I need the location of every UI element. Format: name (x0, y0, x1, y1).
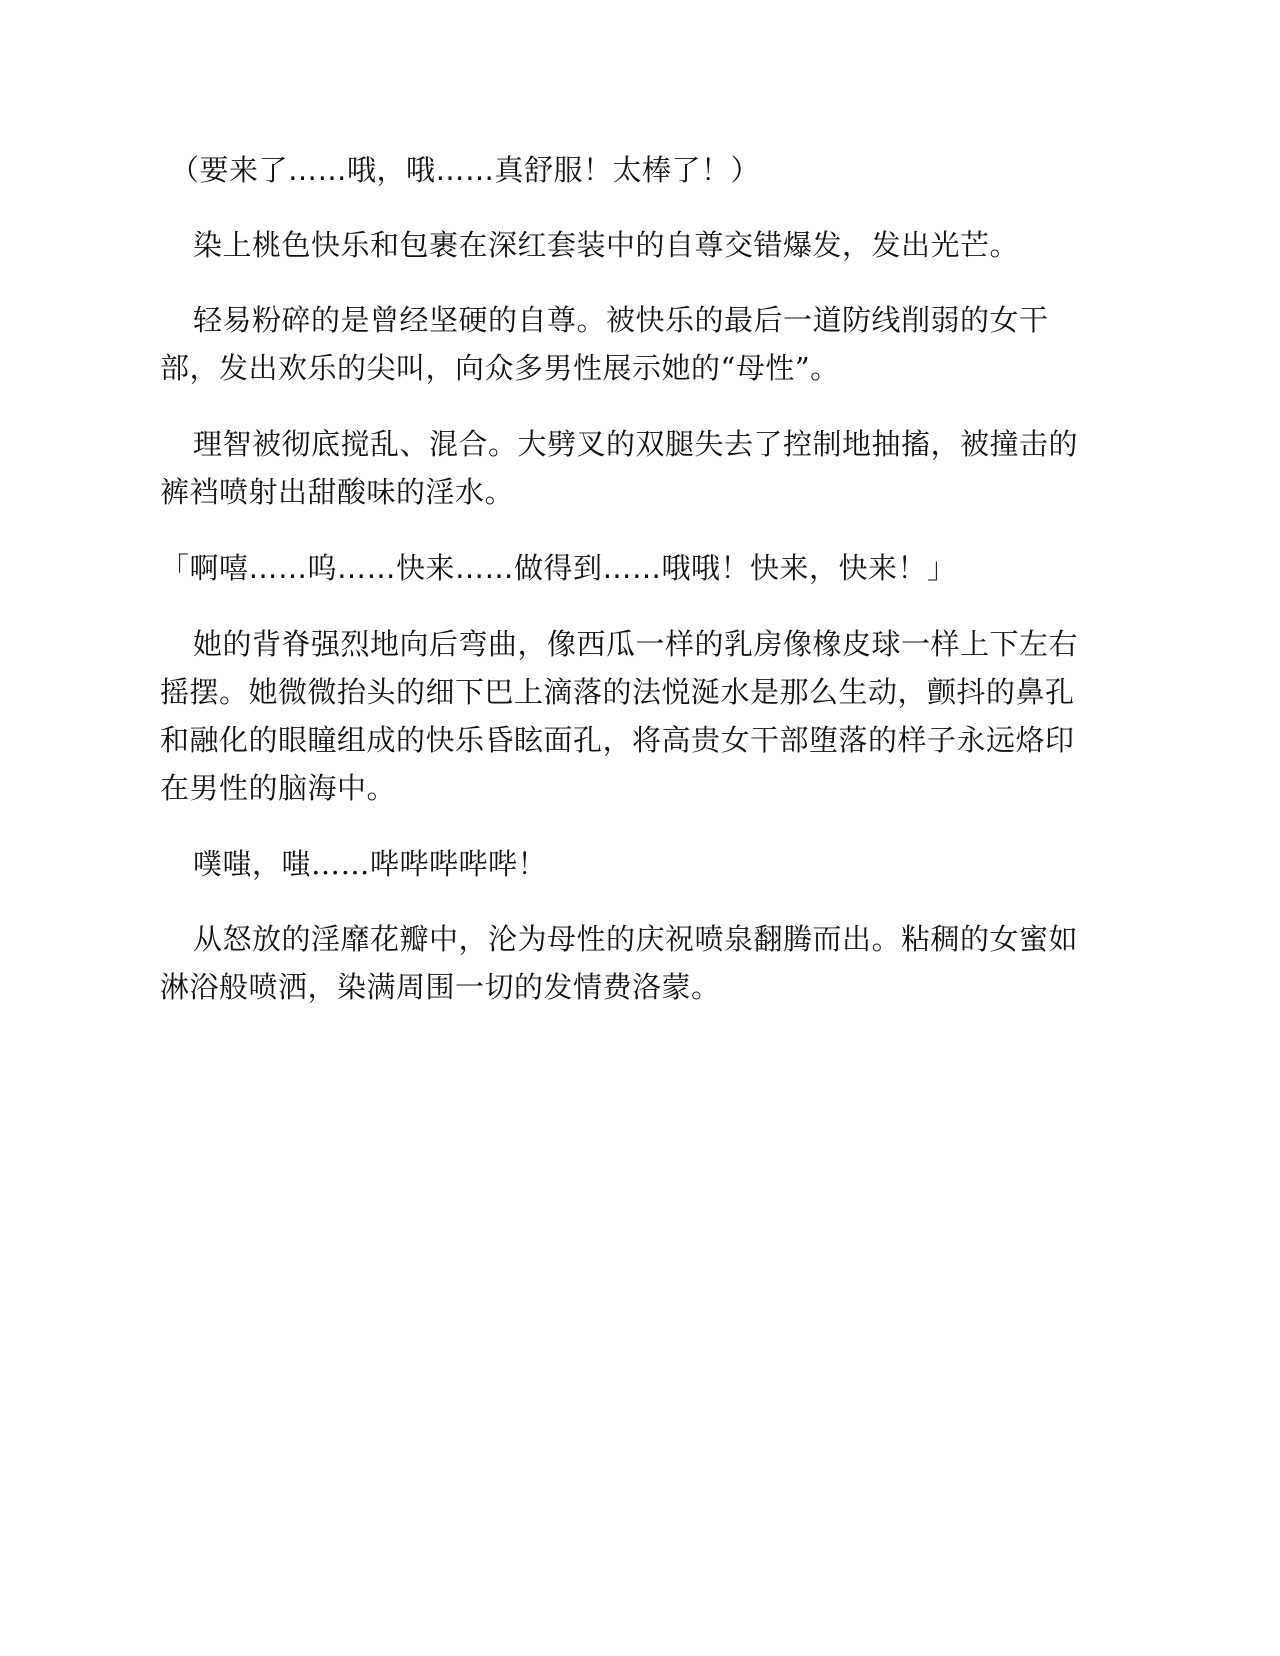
paragraph-sound-effect: 噗嗤，嗤……哔哔哔哔哔！ (193, 847, 548, 881)
paragraph-narration: 轻易粉碎的是曾经坚硬的自尊。被快乐的最后一道防线削弱的女干部，发出欢乐的尖叫，向众多男性展示她的“母性”。 (160, 303, 1049, 385)
paragraph-narration: 染上桃色快乐和包裹在深红套装中的自尊交错爆发，发出光芒。 (193, 228, 1020, 262)
document-page (160, 146, 1100, 1011)
paragraph-narration: 从怒放的淫靡花瓣中，沦为母性的庆祝喷泉翻腾而出。粘稠的女蜜如淋浴般喷洒，染满周围一切的发情费洛蒙。 (160, 922, 1079, 1004)
paragraph-narration: 她的背脊强烈地向后弯曲，像西瓜一样的乳房像橡皮球一样上下左右摇摆。她微微抬头的细下巴上滴落的法悦涎水是那么生动，颤抖的鼻孔和融化的眼瞳组成的快乐昏眩面孔，将高贵女干部堕落的样子永远烙印在男性的脑海中。 (160, 627, 1079, 805)
paragraph-dialogue: 「啊嘻……呜……快来……做得到……哦哦！快来，快来！」 (160, 551, 957, 585)
paragraph-narration: 理智被彻底搅乱、混合。大劈叉的双腿失去了控制地抽搐，被撞击的裤裆喷射出甜酸味的淫水。 (160, 427, 1079, 509)
paragraph-inner-thought: （要来了……哦，哦……真舒服！太棒了！） (170, 153, 761, 187)
